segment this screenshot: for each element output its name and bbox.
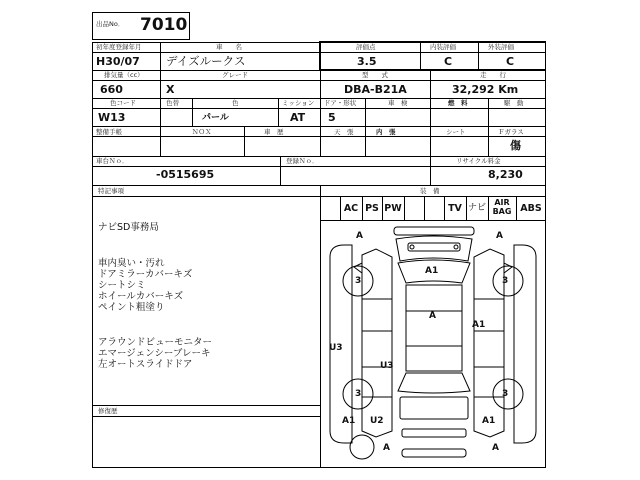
equipment-navi: ナビ [467,203,486,213]
label-exterior-grade: 外装評価 [488,43,514,51]
label-displacement: 排気量（cc） [104,71,144,79]
label-car-name: 車 名 [216,43,242,51]
label-first-registration: 初年度登録年月 [96,43,142,51]
label-color: 色 [232,99,239,107]
exterior-grade-value: C [506,55,515,68]
label-grade: グレード [222,71,248,79]
label-fuel: 燃 料 [448,99,468,107]
label-drive: 駆 動 [504,99,524,107]
damage-mark: A [356,231,363,241]
label-doors: ドア・形状 [324,99,357,107]
damage-mark: A1 [482,416,496,426]
label-nox: ＮＯＸ [192,128,212,136]
damage-mark: U2 [370,416,384,426]
label-chassis-number: 車台Ｎｏ． [96,157,129,165]
label-interior-trim: 内 張 [376,128,396,136]
damage-mark: A1 [425,266,439,276]
label-registration-number: 登録Ｎｏ． [286,157,319,165]
transmission-value: AT [290,111,306,124]
damage-mark: A [496,231,503,241]
model-code-value: DBA-B21A [344,83,407,96]
equipment-airbag: AIR BAG [492,198,512,216]
label-inspection: 車 検 [388,99,408,107]
remark-line: アラウンドビューモニター [98,337,213,348]
remark-line: ホイールカバーキズ [98,291,184,302]
recycle-fee-value: 8,230 [488,168,523,181]
chassis-number-value: -0515695 [156,168,215,181]
damage-mark: 3 [502,276,509,286]
color-code-value: W13 [98,111,126,124]
interior-grade-value: C [444,55,453,68]
remark-line: ペイント粗塗り [98,302,165,313]
equipment-pw: PW [384,203,402,214]
damage-mark: 3 [355,276,362,286]
car-name-value: デイズルークス [166,54,246,68]
label-recycle-fee: リサイクル料金 [456,157,501,165]
color-value: パール [202,113,229,123]
lot-label: 出品No． [96,20,125,28]
label-model-code: 型 式 [362,71,388,79]
label-history: 車 歴 [264,128,284,136]
label-color-code: 色コード [110,99,136,107]
damage-mark: A1 [472,320,486,330]
remark-line: エマージェンシーブレーキ [98,348,211,359]
remarks-header: 特記事項 [98,187,124,195]
label-score: 評価点 [356,43,376,51]
label-color-change: 色替 [166,99,179,107]
label-front-glass: Ｆガラス [498,128,524,136]
remark-line: ナビSD事務局 [98,222,159,233]
equipment-ps: PS [365,203,379,214]
equipment-ac: AC [343,203,359,214]
equipment-tv: TV [448,203,462,214]
first-registration-value: H30/07 [96,55,140,68]
equipment-abs: ABS [520,203,542,214]
doors-value: 5 [328,111,336,124]
damage-mark: A1 [342,416,356,426]
damage-mark: A [492,443,499,453]
repair-history-header: 修復歴 [98,407,118,415]
remark-line: 左オートスライドドア [98,359,193,370]
damage-mark: 3 [355,389,362,399]
equipment-header: 装 備 [420,187,440,195]
label-ceiling: 天 張 [334,128,354,136]
label-service-record: 整備手帳 [96,128,122,136]
damage-mark: 3 [502,389,509,399]
label-interior-grade: 内装評価 [430,43,456,51]
label-transmission: ミッション [282,99,315,107]
displacement-value: 660 [100,83,123,96]
remark-line: シートシミ [98,280,146,291]
lot-number: 7010 [140,15,188,35]
front-glass-value: 傷 [510,139,521,152]
damage-mark: U3 [380,361,394,371]
label-seat: シート [446,128,466,136]
car-damage-diagram [322,221,544,467]
remark-line: ドアミラーカバーキズ [98,269,193,280]
label-mileage: 走 行 [480,71,506,79]
mileage-value: 32,292 Km [452,83,519,96]
damage-mark: A [383,443,390,453]
damage-mark: U3 [329,343,343,353]
grade-value: X [166,83,175,96]
score-value: 3.5 [357,55,377,68]
damage-mark: A [429,311,436,321]
remark-line: 車内臭い・汚れ [98,258,165,269]
